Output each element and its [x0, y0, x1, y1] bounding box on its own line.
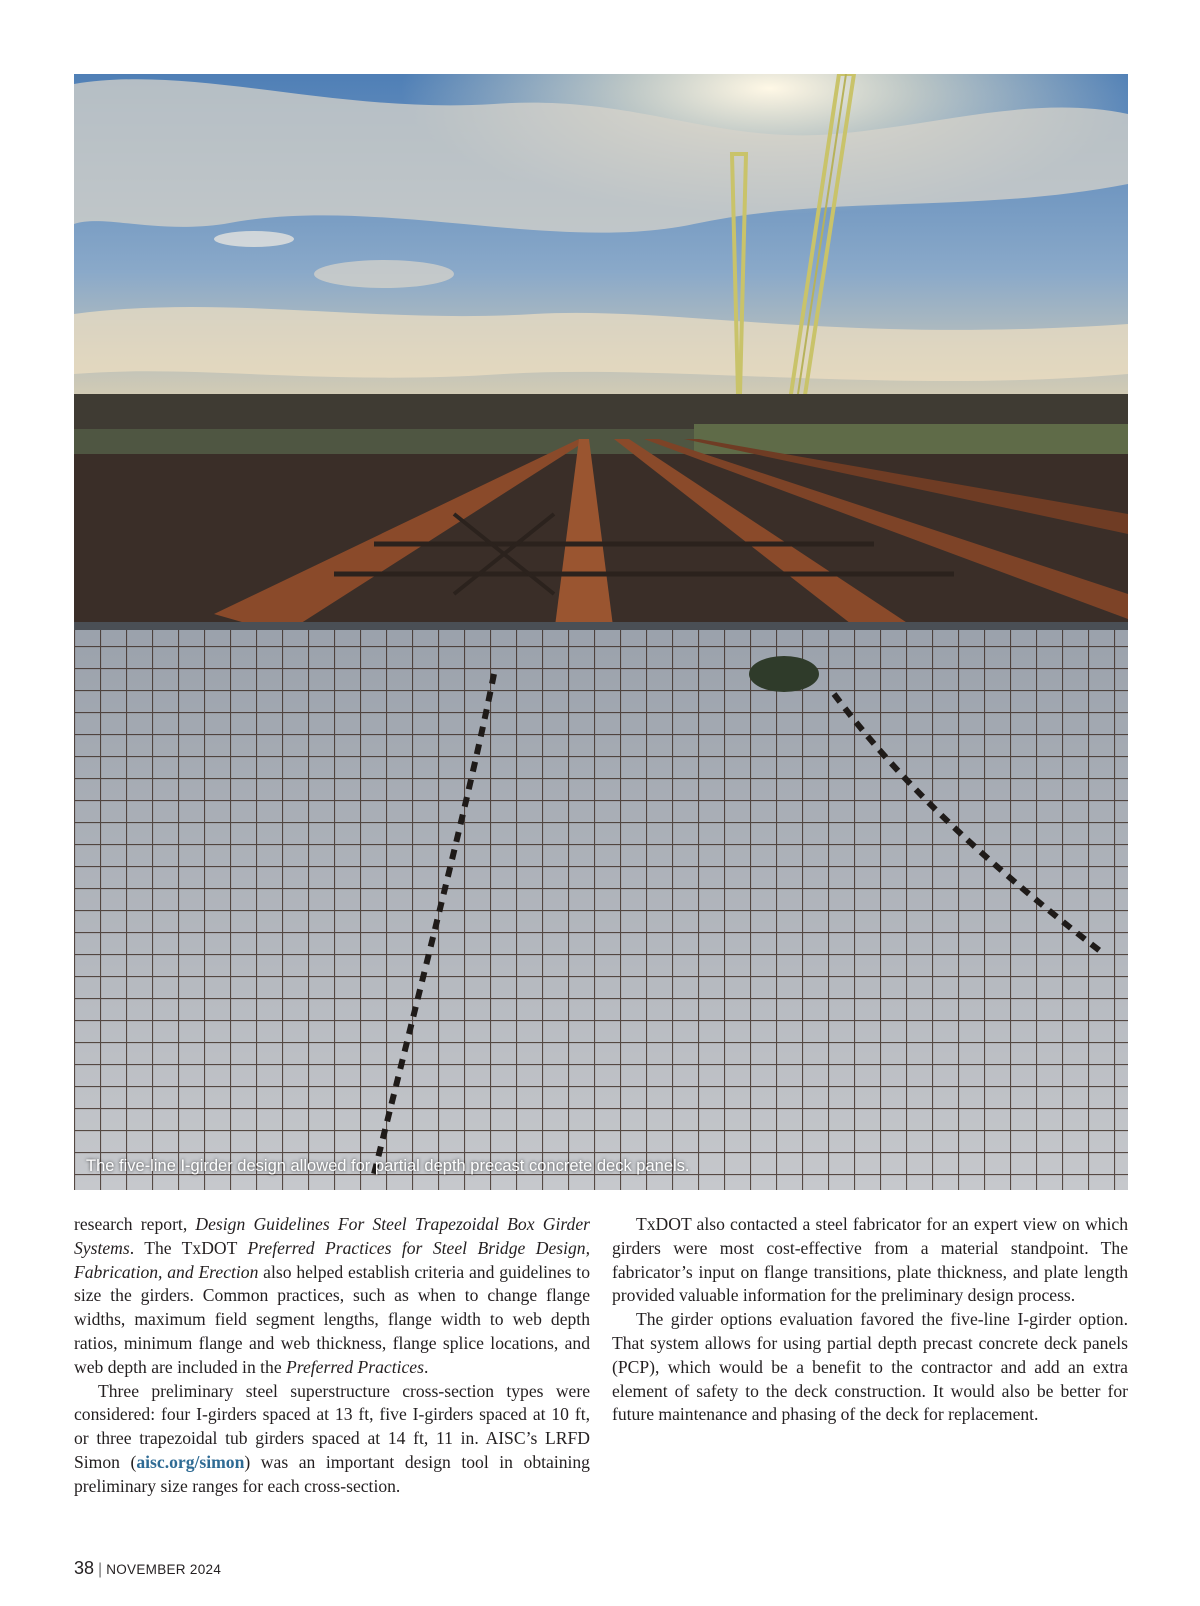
text-run: also helped establish criteria and guidelines to size the girders. Common practices, such as when to change flange widths, maximum field segment lengths, flange width to web depth ratios, minimum flange and web thickness, flange splice locations, and web depth are included in the	[74, 1261, 590, 1377]
page-number: 38	[74, 1558, 95, 1578]
simon-link[interactable]: aisc.org/simon	[136, 1451, 245, 1472]
text-run: ) was an important design tool in obtaining preliminary size ranges for each cross-section.	[74, 1451, 590, 1496]
preferred-practices-short: Preferred Practices	[286, 1356, 424, 1377]
bridge-construction-photo	[74, 74, 1128, 1190]
right-paragraph-2: The girder options evaluation favored the five-line I-girder option. That system allows for using partial depth precast concrete deck panels (PCP), which would be a benefit to the contractor and add an extra element of safety to the deck construction. It would also be better for future maintenance and phasing of the deck for replacement.	[612, 1309, 1128, 1425]
footer-separator: |	[98, 1561, 103, 1578]
text-run: Three preliminary steel superstructure cross-section types were considered: four I-girders spaced at 13 ft, five I-girders spaced at 10 ft, or three trapezoidal tub girders spaced at 14 ft, 11 in. AISC’s LRFD Simon (	[74, 1380, 590, 1472]
text-run: research report,	[74, 1214, 196, 1234]
text-run: . The TxDOT	[129, 1237, 248, 1258]
issue-date: NOVEMBER 2024	[106, 1562, 222, 1577]
preferred-practices-title: Preferred Practices for Steel Bridge Design, Fabrication, and Erection	[74, 1237, 590, 1282]
right-column	[612, 1213, 1128, 1427]
left-paragraph-1	[74, 1213, 590, 1380]
left-column	[74, 1213, 590, 1499]
right-paragraph-1: TxDOT also contacted a steel fabricator for an expert view on which girders were most cost-effective from a material standpoint. The fabricator’s input on flange transitions, plate thickness, and plate length provided valuable information for the preliminary design process.	[612, 1214, 1128, 1306]
photo-illustration	[74, 74, 1128, 1190]
report-title: Design Guidelines For Steel Trapezoidal Box Girder Systems	[74, 1214, 590, 1258]
text-run: .	[423, 1356, 429, 1377]
page-footer	[74, 1558, 221, 1579]
left-paragraph-2	[74, 1380, 590, 1499]
photo-caption: The five-line I-girder design allowed for partial depth precast concrete deck panels.	[86, 1157, 690, 1175]
